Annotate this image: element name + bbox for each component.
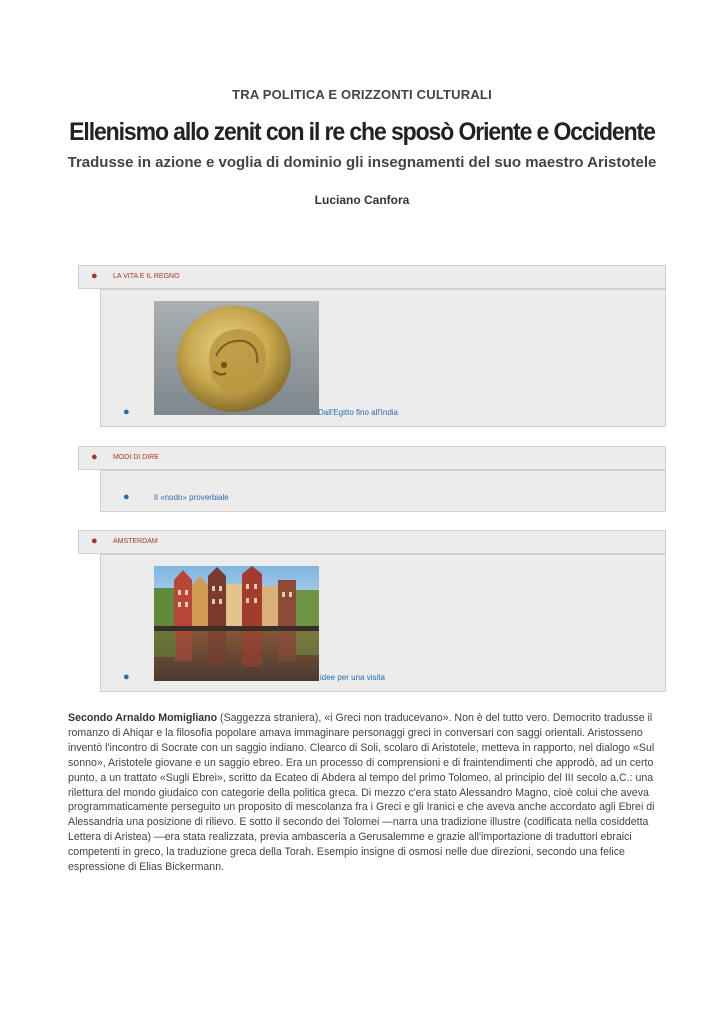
article-body [68, 711, 658, 875]
article-body-text: (Saggezza straniera), «i Greci non traducevano». Non è del tutto vero. Democrito tradusse il romanzo di Ahiqar e la filosofia popolare amava immaginare personaggi greci in conversari con saggi orientali. Aristosseno inventò l'incontro di Socrate con un saggio indiano. Clearco di Soli, scolaro di Aristotele, metteva in rapporto, nel dialogo «Sul sonno», Aristotele giovane e un saggio ebreo. Era un processo di comprensioni e di fraintendimenti che approdò, ad un certo punto, a un trattato «Sugli Ebrei», scritto da Ecateo di Abdera al tempo del primo Tolomeo, al principio del III secolo a.C.: una rilettura del mondo giudaico con categorie della politica greca. Di mezzo c'era stato Alessandro Magno, cioè colui che aveva programmaticamente perseguito un proposito di mescolanza fra i Greci e gli Iranici e che aveva anche accordato agli Ebrei di Alessandria una posizione di rilievo. E sotto il secondo dei Tolomei —narra una tradizione illustre (codificata nella cosiddetta Lettera di Aristea) —era stata realizzata, previa ambasceria a Gerusalemme e grazie all'importazione di traduttori ebraici competenti in greco, la traduzione greca della Torah. Esempio insigne di osmosi nelle due direzioni, secondo una felice espressione di Elias Bickermann. [68, 712, 655, 874]
article-lead: Secondo Arnaldo Momigliano [68, 712, 218, 724]
section-body-modi [100, 470, 666, 512]
link-nodo-proverbiale[interactable]: Il «nodo» proverbiale [154, 493, 229, 502]
coin-image[interactable] [154, 301, 319, 415]
section-header-modi[interactable] [78, 446, 666, 470]
section-label[interactable]: AMSTERDAM [113, 538, 158, 545]
amsterdam-image[interactable] [154, 566, 319, 681]
amsterdam-svg [154, 566, 319, 681]
section-label[interactable]: LA VITA E IL REGNO [113, 273, 180, 280]
bullet-icon: ● [91, 535, 98, 547]
section-body-vita [100, 289, 666, 427]
article-title: Ellenismo allo zenit con il re che sposò Oriente e Occidente [69, 118, 655, 146]
section-header-amsterdam[interactable] [78, 530, 666, 554]
section-label[interactable]: MODI DI DIRE [113, 454, 159, 461]
article-author: Luciano Canfora [314, 193, 410, 207]
bullet-icon: ● [123, 671, 130, 683]
section-body-amsterdam [100, 554, 666, 692]
bullet-icon: ● [123, 491, 130, 503]
section-header-vita[interactable] [78, 265, 666, 289]
coin-svg [154, 301, 319, 415]
bullet-icon: ● [91, 270, 98, 282]
article-kicker: TRA POLITICA E ORIZZONTI CULTURALI [232, 87, 492, 102]
bullet-icon: ● [91, 451, 98, 463]
link-egitto-india[interactable]: Dall'Egitto fino all'India [318, 408, 398, 417]
article-subtitle: Tradusse in azione e voglia di dominio gli insegnamenti del suo maestro Aristotele [67, 154, 657, 171]
bullet-icon: ● [123, 406, 130, 418]
link-idee-visita[interactable]: idee per una visita [320, 673, 385, 682]
